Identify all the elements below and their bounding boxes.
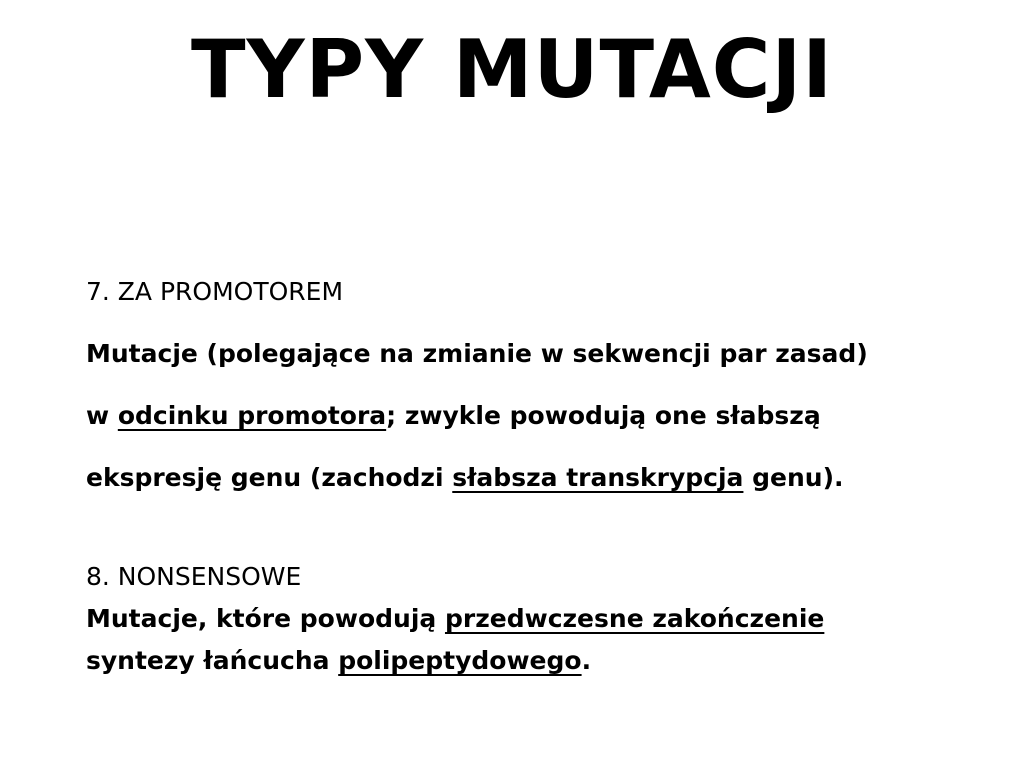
term-przedwczesne-zakonczenie: przedwczesne zakończenie (444, 604, 825, 633)
section-7-heading: 7. ZA PROMOTOREM (86, 277, 344, 306)
section-8-heading: 8. NONSENSOWE (86, 562, 302, 591)
section-7-line-1: Mutacje (polegające na zmianie w sekwencji par zasad) (86, 339, 868, 368)
section-7-line-3-prefix: ekspresję genu (zachodzi (86, 463, 453, 492)
slide-title: TYPY MUTACJI (191, 23, 833, 116)
term-slabsza-transkrypcja: słabsza transkrypcja (452, 463, 744, 492)
term-polipeptydowego: polipeptydowego (338, 646, 582, 675)
section-7-line-3-suffix: genu). (743, 463, 844, 492)
section-8-line-2-prefix: syntezy łańcucha (86, 646, 339, 675)
section-7-line-2-suffix: ; zwykle powodują one słabszą (386, 401, 821, 430)
section-8-line-2-suffix: . (581, 646, 592, 675)
section-8-line-2 (86, 645, 591, 677)
section-7-line-2 (86, 400, 821, 432)
section-8-line-1-prefix: Mutacje, które powodują (86, 604, 445, 633)
section-8-line-1 (86, 603, 824, 635)
section-7-line-2-prefix: w (86, 401, 118, 430)
section-7-line-3 (86, 462, 844, 494)
term-odcinku-promotora: odcinku promotora (117, 401, 387, 430)
